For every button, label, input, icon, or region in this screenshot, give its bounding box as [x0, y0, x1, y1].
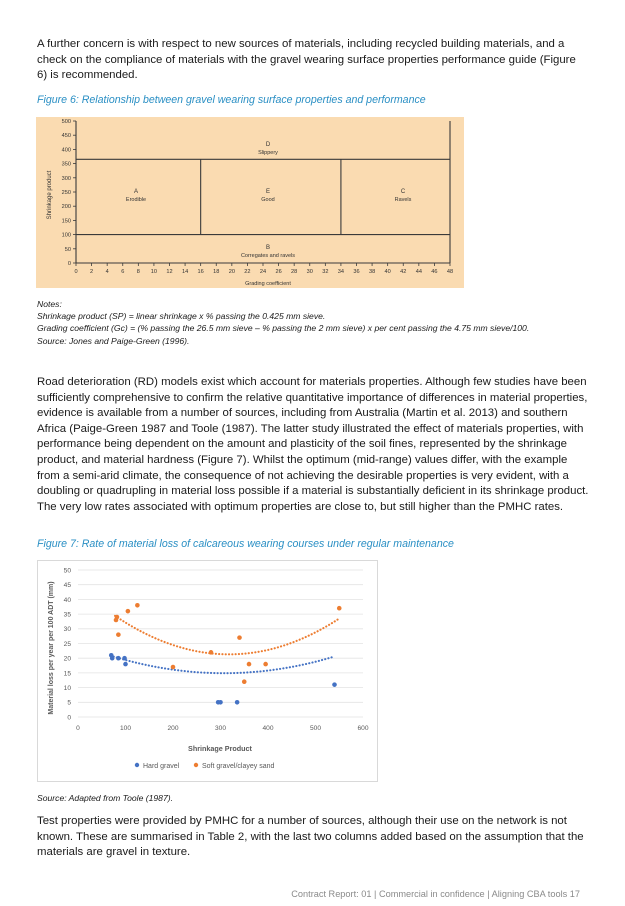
x-tick-label: 34	[337, 269, 345, 275]
x-tick-label: 400	[262, 725, 274, 732]
x-tick-label: 46	[431, 269, 438, 275]
zone-e-label: Good	[261, 197, 275, 203]
y-tick-label: 50	[63, 567, 71, 575]
figure-6-performance-chart	[36, 117, 464, 288]
x-tick-label: 12	[166, 269, 173, 275]
y-tick-label: 35	[63, 611, 71, 619]
data-point-series-0	[116, 656, 121, 661]
zone-d-label: Slippery	[258, 150, 278, 156]
zone-a-label: Erodible	[125, 197, 147, 203]
zone-e-letter: E	[265, 189, 271, 195]
road-deterioration-paragraph: Road deterioration (RD) models exist which account for materials properties. Although few studies have been sufficiently comprehensive to confirm the relative quantitative importance of differences in material properties, evidence is available from a number of sources, including from Australia (Martin et al. 2013) and southern Africa (Paige-Green 1987 and Toole (1987). The latter study illustrated the effect of materials properties, with performance being dependent on the amount and plasticity of the soil fines, represented by the shrinkage product, and material hardness (Figure 7). Whilst the optimum (mid-range) values differ, with the example from a semi-arid climate, the consequence of not achieving the desirable properties is very evident, with a doubling or quadrupling in material loss possible if a material is substantially deficient in its shrinkage product. The very low rates associated with optimum properties are close to, but still higher than the PMHC rates.	[37, 376, 589, 513]
intro-paragraph: A further concern is with respect to new sources of materials, including recycled building materials, and a check on the compliance of materials with the gravel wearing surface properties performance guide (Figure 6) is recommended.	[37, 38, 576, 82]
data-point-series-1	[126, 609, 131, 614]
x-tick-label: 8	[136, 269, 140, 275]
data-point-series-1	[237, 635, 242, 640]
y-tick-label: 350	[61, 161, 71, 168]
figure-7-y-axis-label: Material loss per year per 100 ADT (mm)	[48, 581, 55, 715]
data-point-series-0	[123, 662, 128, 667]
figure-6-x-axis-label: Grading coefficient	[245, 281, 291, 287]
y-tick-label: 200	[61, 204, 71, 211]
y-tick-label: 250	[61, 190, 71, 196]
data-point-series-1	[242, 679, 247, 684]
data-point-series-0	[122, 656, 127, 661]
x-tick-label: 0	[74, 269, 78, 275]
test-properties-paragraph: Test properties were provided by PMHC for a number of sources, although their use on the network is not known. These are summarised in Table 2, with the last two columns added based on the assumption that the materials are gravel in texture.	[37, 815, 584, 859]
x-tick-label: 42	[400, 269, 407, 275]
y-tick-label: 150	[61, 218, 71, 225]
y-tick-label: 400	[61, 147, 71, 154]
x-tick-label: 26	[275, 269, 282, 275]
data-point-series-1	[116, 632, 121, 637]
legend-marker-hard-gravel	[135, 763, 139, 767]
x-tick-label: 4	[105, 269, 109, 275]
y-tick-label: 50	[64, 246, 71, 253]
x-tick-label: 22	[244, 269, 251, 275]
figure-7-x-axis-label: Shrinkage Product	[188, 744, 252, 753]
data-point-series-1	[135, 603, 140, 608]
x-tick-label: 300	[214, 725, 227, 732]
y-tick-label: 0	[67, 261, 71, 267]
y-tick-label: 450	[61, 133, 71, 140]
figure-6-notes	[37, 298, 529, 347]
x-tick-label: 32	[322, 269, 329, 275]
x-tick-label: 44	[415, 269, 422, 275]
figure-7-legend	[135, 763, 275, 770]
y-tick-label: 10	[63, 685, 71, 692]
x-tick-label: 14	[181, 269, 189, 275]
y-tick-label: 45	[63, 582, 71, 590]
data-point-series-0	[110, 656, 115, 661]
x-tick-label: 28	[291, 269, 298, 275]
data-point-series-1	[209, 650, 214, 655]
x-tick-label: 2	[90, 269, 94, 275]
y-tick-label: 500	[61, 119, 71, 125]
x-tick-label: 600	[357, 725, 369, 732]
x-tick-label: 48	[446, 269, 454, 275]
data-point-series-1	[171, 665, 176, 670]
y-tick-label: 300	[61, 175, 71, 182]
data-point-series-0	[235, 700, 240, 705]
data-point-series-1	[263, 662, 268, 667]
page-footer: Contract Report: 01 | Commercial in confidence | Aligning CBA tools 17	[291, 889, 580, 899]
data-point-series-1	[247, 662, 252, 667]
zone-c-label: Ravels	[394, 197, 412, 203]
notes-shrinkage-product: Shrinkage product (SP) = linear shrinkage x % passing the 0.425 mm sieve.	[37, 311, 326, 322]
x-tick-label: 500	[309, 725, 322, 732]
figure-7-material-loss-chart	[37, 560, 378, 782]
y-tick-label: 15	[63, 670, 71, 678]
figure-6-caption: Figure 6: Relationship between gravel wearing surface properties and performance	[37, 94, 426, 106]
figure-6-y-axis-label: Shrinkage product	[47, 170, 53, 220]
legend-label-soft-gravel: Soft gravel/clayey sand	[202, 763, 275, 770]
zone-b-label: Corregates and ravels	[240, 253, 296, 259]
figure-7-caption: Figure 7: Rate of material loss of calcareous wearing courses under regular maintenance	[37, 538, 454, 550]
zone-b-letter: B	[265, 245, 271, 251]
x-tick-label: 36	[353, 269, 360, 275]
data-point-series-0	[332, 682, 337, 687]
zone-d-letter: D	[265, 142, 271, 148]
y-tick-label: 25	[63, 640, 71, 648]
y-tick-label: 5	[67, 699, 71, 707]
zone-c-letter: C	[400, 189, 406, 195]
y-tick-label: 20	[63, 655, 71, 663]
notes-grading-coefficient: Grading coefficient (Gc) = (% passing the 26.5 mm sieve – % passing the 2 mm sieve) x per cent passing the 4.75 mm sieve/100.	[37, 323, 530, 334]
notes-source: Source: Jones and Paige-Green (1996).	[37, 335, 190, 346]
legend-marker-soft-gravel	[194, 763, 198, 767]
zone-a-letter: A	[133, 189, 139, 195]
data-point-series-1	[115, 615, 120, 620]
data-point-series-1	[337, 606, 342, 611]
x-tick-label: 16	[197, 269, 204, 275]
x-tick-label: 18	[213, 269, 220, 275]
x-tick-label: 20	[228, 269, 235, 275]
x-tick-label: 200	[167, 725, 179, 732]
notes-heading: Notes:	[37, 299, 62, 309]
data-point-series-0	[218, 700, 223, 705]
x-tick-label: 6	[121, 269, 125, 275]
legend-label-hard-gravel: Hard gravel	[143, 763, 180, 770]
x-tick-label: 38	[368, 269, 376, 275]
x-tick-label: 30	[306, 269, 313, 275]
x-tick-label: 40	[384, 269, 391, 275]
x-tick-label: 24	[259, 269, 267, 275]
y-tick-label: 40	[63, 596, 71, 604]
y-tick-label: 0	[67, 714, 71, 722]
x-tick-label: 100	[119, 725, 132, 732]
x-tick-label: 0	[76, 725, 80, 732]
y-tick-label: 30	[63, 626, 71, 634]
x-tick-label: 10	[150, 269, 158, 275]
y-tick-label: 100	[61, 232, 71, 239]
figure-7-source: Source: Adapted from Toole (1987).	[37, 793, 173, 803]
